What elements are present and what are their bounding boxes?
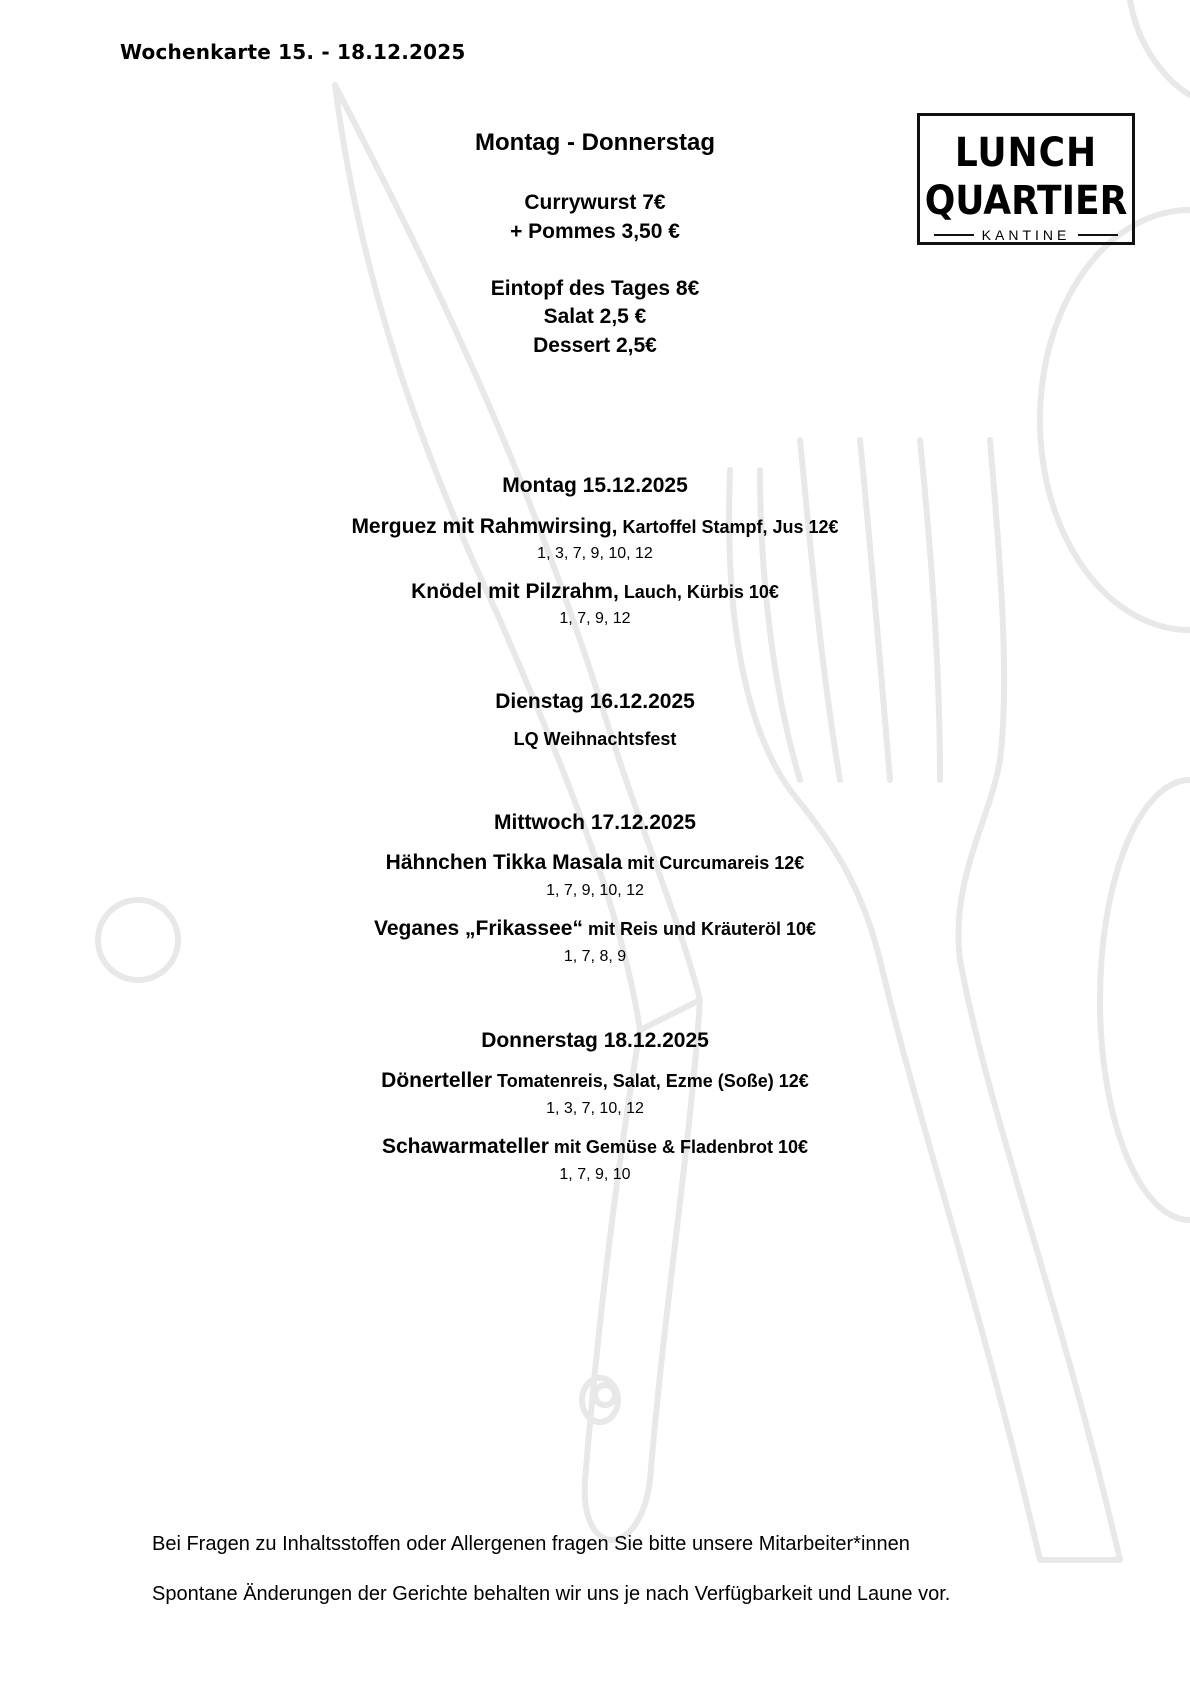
dish-line xyxy=(0,917,1190,941)
dish-line xyxy=(0,1135,1190,1159)
allergen-list: 1, 7, 9, 12 xyxy=(559,610,631,627)
document-title: Wochenkarte 15. - 18.12.2025 xyxy=(120,40,466,64)
dish-line xyxy=(0,515,1190,539)
dish-main: Hähnchen Tikka Masala xyxy=(385,851,623,874)
logo-line-lunch: LUNCH xyxy=(954,130,1098,176)
allergen-list: 1, 3, 7, 10, 12 xyxy=(546,1100,644,1117)
dish-line xyxy=(0,1069,1190,1093)
allergen-notice: Bei Fragen zu Inhaltsstoffen oder Allergenen fragen Sie bitte unsere Mitarbeiter*innen xyxy=(152,1533,910,1555)
day-title-thursday: Donnerstag 18.12.2025 xyxy=(481,1029,709,1052)
dish-line xyxy=(0,580,1190,604)
weekly-item: Eintopf des Tages 8€ xyxy=(490,277,700,300)
dish-line xyxy=(0,851,1190,875)
dish-detail: Lauch, Kürbis 10€ xyxy=(618,582,779,602)
day-title-wednesday: Mittwoch 17.12.2025 xyxy=(494,811,696,834)
weekly-item: + Pommes 3,50 € xyxy=(510,220,680,243)
dish-main: Merguez mit Rahmwirsing, xyxy=(351,515,618,538)
day-title-monday: Montag 15.12.2025 xyxy=(502,474,688,497)
dish-main: Veganes „Frikassee“ xyxy=(373,917,583,940)
dish-detail: Kartoffel Stampf, Jus 12€ xyxy=(617,517,839,537)
dish-main: Knödel mit Pilzrahm, xyxy=(411,580,619,603)
day-title-tuesday: Dienstag 16.12.2025 xyxy=(495,690,695,713)
weekly-item: Salat 2,5 € xyxy=(543,305,647,328)
dish-main: Dönerteller xyxy=(381,1069,493,1092)
logo-line-quartier: QUARTIER xyxy=(924,178,1128,224)
event-label: LQ Weihnachtsfest xyxy=(513,729,677,749)
dish-detail: Tomatenreis, Salat, Ezme (Soße) 12€ xyxy=(492,1071,809,1091)
changes-notice: Spontane Änderungen der Gerichte behalten wir uns je nach Verfügbarkeit und Laune vor. xyxy=(152,1583,951,1605)
dish-detail: mit Reis und Kräuteröl 10€ xyxy=(582,919,817,939)
logo-line-kantine: KANTINE xyxy=(981,227,1071,243)
allergen-list: 1, 3, 7, 9, 10, 12 xyxy=(537,545,653,562)
allergen-list: 1, 7, 9, 10, 12 xyxy=(546,882,644,899)
dish-detail: mit Gemüse & Fladenbrot 10€ xyxy=(548,1137,808,1157)
dish-main: Schawarmateller xyxy=(381,1135,549,1158)
dish-detail: mit Curcumareis 12€ xyxy=(622,853,805,873)
weekly-heading: Montag - Donnerstag xyxy=(475,129,715,156)
weekly-item: Currywurst 7€ xyxy=(524,191,666,214)
allergen-list: 1, 7, 9, 10 xyxy=(559,1166,631,1183)
weekly-item: Dessert 2,5€ xyxy=(533,334,657,357)
allergen-list: 1, 7, 8, 9 xyxy=(563,948,627,965)
